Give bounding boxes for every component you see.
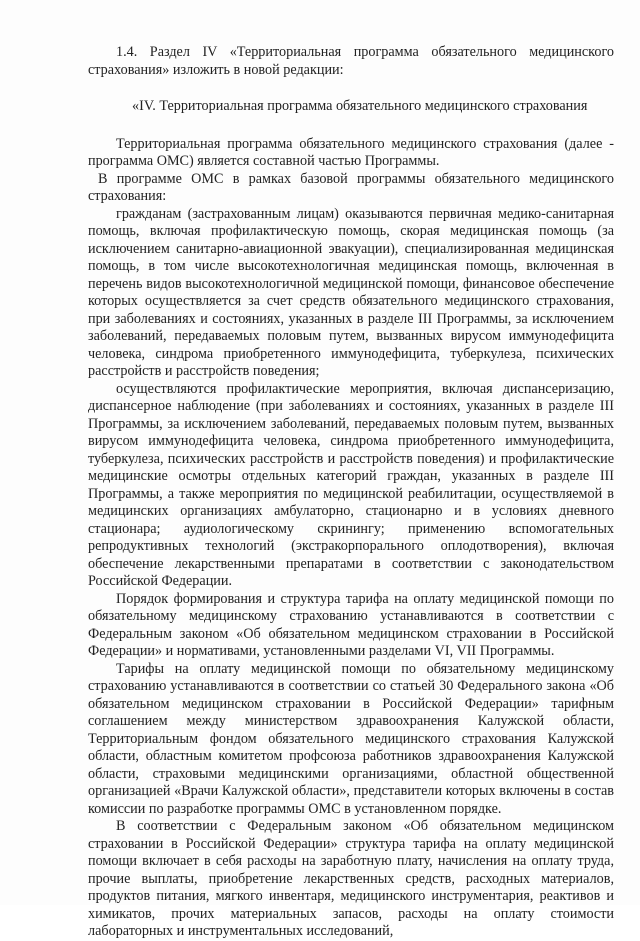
document-body — [88, 44, 614, 941]
amendment-paragraph: 1.4. Раздел IV «Территориальная программа обязательного медицинского страхования» изложить в новой редакции: — [88, 44, 614, 78]
body-paragraph: гражданам (застрахованным лицам) оказываются первичная медико-санитарная помощь, включая профилактическую помощь, скорая медицинская помощь (за исключением санитарно-авиационной эвакуации), специализированная медицинская помощь, в том числе высокотехнологичная медицинская помощь, включенная в перечень видов высокотехнологичной медицинской помощи, финансовое обеспечение которых осуществляется за счет средств обязательного медицинского страхования, при заболеваниях и состояниях, указанных в разделе III Программы, за исключением заболеваний, передаваемых половым путем, вызванных вирусом иммунодефицита человека, синдрома приобретенного иммунодефицита, туберкулеза, психических расстройств и расстройств поведения; — [88, 205, 614, 379]
body-paragraph: В программе ОМС в рамках базовой программы обязательного медицинского страхования: — [88, 170, 614, 204]
body-paragraph: Тарифы на оплату медицинской помощи по обязательному медицинскому страхованию устанавливаются в соответствии со статьей 30 Федерального закона «Об обязательном медицинском страховании в Российской Федерации» тарифным соглашением между министерством здравоохранения Калужской области, Территориальным фондом обязательного медицинского страхования Калужской области, областным комитетом профсоюза работников здравоохранения Калужской области, страховыми медицинскими организациями, областной общественной организацией «Врачи Калужской области», представители которых включены в состав комиссии по разработке программы ОМС в установленном порядке. — [88, 660, 614, 817]
body-paragraph: В соответствии с Федеральным законом «Об обязательном медицинском страховании в Российской Федерации» структура тарифа на оплату медицинской помощи включает в себя расходы на заработную плату, начисления на оплату труда, прочие выплаты, приобретение лекарственных средств, расходных материалов, продуктов питания, мягкого инвентаря, медицинского инструментария, реактивов и химикатов, прочих материальных запасов, расходы на оплату стоимости лабораторных и инструментальных исследований, — [88, 818, 614, 939]
body-paragraph: осуществляются профилактические мероприятия, включая диспансеризацию, диспансерное наблюдение (при заболеваниях и состояниях, указанных в разделе III Программы, за исключением заболеваний, передаваемых половым путем, вызванных вирусом иммунодефицита человека, синдрома приобретенного иммунодефицита, туберкулеза, психических расстройств и расстройств поведения) и профилактические медицинские осмотры отдельных категорий граждан, указанных в разделе III Программы, а также мероприятия по медицинской реабилитации, осуществляемой в медицинских организациях амбулаторно, стационарно и в условиях дневного стационара; аудиологическому скринингу; применению вспомогательных репродуктивных технологий (экстракорпорального оплодотворения), включая обеспечение лекарственными препаратами в соответствии с законодательством Российской Федерации. — [88, 380, 614, 589]
body-paragraph: Территориальная программа обязательного медицинского страхования (далее - программа ОМС) является составной частью Программы. — [88, 135, 614, 169]
body-paragraph: Порядок формирования и структура тарифа на оплату медицинской помощи по обязательному медицинскому страхованию устанавливаются в соответствии с Федеральным законом «Об обязательном медицинском страховании в Российской Федерации» и нормативами, установленными разделами VI, VII Программы. — [88, 590, 614, 659]
section-heading: «IV. Территориальная программа обязательного медицинского страхования — [132, 98, 588, 114]
